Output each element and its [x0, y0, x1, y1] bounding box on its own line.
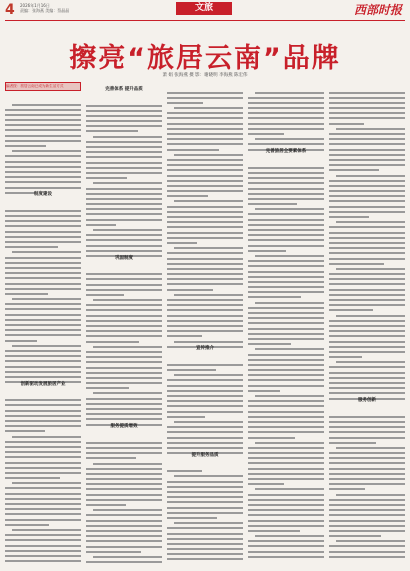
column-2	[86, 82, 162, 564]
text-line	[248, 437, 324, 442]
text-line	[86, 414, 162, 419]
text-line	[5, 551, 81, 556]
text-line	[5, 104, 81, 109]
text-line	[167, 336, 243, 341]
text-line	[86, 469, 162, 474]
text-line	[86, 194, 162, 199]
text-line	[5, 494, 81, 499]
text-line	[86, 520, 162, 525]
text-line	[329, 264, 405, 269]
text-line	[86, 310, 162, 315]
text-line	[5, 488, 81, 493]
text-line	[167, 443, 243, 448]
text-line	[86, 437, 162, 442]
text-line	[248, 214, 324, 219]
text-line	[86, 290, 162, 295]
page-number: 4	[5, 2, 15, 18]
column-text	[167, 354, 243, 447]
text-line	[5, 340, 81, 345]
text-line	[329, 411, 405, 416]
text-line	[5, 462, 81, 467]
text-line	[329, 258, 405, 263]
subheading: 制度建设	[34, 192, 52, 198]
text-line	[86, 367, 162, 372]
text-line	[329, 546, 405, 551]
text-line	[248, 220, 324, 225]
text-line	[329, 181, 405, 186]
text-line	[248, 297, 324, 302]
subheading: 提升服务品质	[191, 452, 219, 458]
page-header	[0, 0, 410, 22]
column-text	[329, 82, 405, 393]
text-line	[86, 552, 162, 557]
text-line	[86, 188, 162, 193]
header-rule	[5, 20, 405, 21]
text-line	[248, 92, 324, 97]
text-line	[167, 315, 243, 320]
text-line	[86, 137, 162, 142]
text-line	[167, 284, 243, 289]
text-line	[329, 290, 405, 295]
text-line	[329, 175, 405, 180]
subheading: 创新驱动发展旅居产业	[20, 381, 66, 387]
text-line	[167, 559, 243, 564]
text-line	[5, 226, 81, 231]
editor-credit: 责编：张海燕 美编：蔡晶晶	[20, 8, 70, 13]
text-line	[248, 98, 324, 103]
text-line	[5, 519, 81, 524]
column-text	[329, 406, 405, 551]
text-line	[5, 161, 81, 166]
text-line	[5, 366, 81, 371]
text-line	[5, 545, 81, 550]
text-line	[248, 354, 324, 359]
page-headline: 擦亮“旅居云南”品牌	[69, 43, 341, 74]
text-line	[167, 207, 243, 212]
issue-meta	[20, 3, 69, 13]
text-line	[248, 360, 324, 365]
text-line	[329, 520, 405, 525]
text-line	[86, 245, 162, 250]
text-line	[167, 411, 243, 416]
text-line	[86, 373, 162, 378]
text-line	[86, 341, 162, 346]
text-line	[167, 264, 243, 269]
text-line	[86, 162, 162, 167]
byline: 萧 娟 张海燕 摄 影：谢晓明 李海燕 陈宏伟	[162, 73, 248, 78]
text-line	[86, 393, 162, 398]
text-line	[248, 546, 324, 551]
column-3	[167, 82, 243, 564]
column-4	[248, 82, 324, 564]
text-line	[329, 443, 405, 448]
text-line	[86, 562, 162, 564]
text-line	[167, 354, 243, 359]
text-line	[167, 175, 243, 180]
subheading: 完善旅居全要素体系	[265, 149, 307, 155]
text-line	[86, 111, 162, 116]
text-line	[167, 118, 243, 123]
subheading: 完善体系 提升品质	[105, 87, 143, 92]
text-line	[329, 469, 405, 474]
text-line	[167, 181, 243, 186]
text-line	[5, 200, 81, 205]
column-text	[248, 82, 324, 144]
text-line	[329, 315, 405, 320]
text-line	[248, 526, 324, 531]
text-line	[329, 201, 405, 206]
text-line	[248, 386, 324, 391]
text-line	[5, 289, 81, 294]
text-line	[5, 130, 81, 135]
text-line	[167, 533, 243, 538]
column-text	[86, 95, 162, 251]
column-text	[5, 390, 81, 564]
text-line	[329, 463, 405, 468]
text-line	[248, 494, 324, 499]
column-text	[167, 82, 243, 341]
text-line	[5, 232, 81, 237]
text-line	[86, 463, 162, 468]
text-line	[5, 411, 81, 416]
text-line	[167, 482, 243, 487]
text-line	[5, 206, 81, 211]
text-line	[86, 489, 162, 494]
text-line	[248, 188, 324, 193]
subheading: 服务提质增效	[110, 424, 138, 430]
column-text	[167, 461, 243, 564]
text-line	[5, 405, 81, 410]
column-text	[5, 94, 81, 187]
newspaper-masthead: 西部时报	[353, 3, 402, 17]
column-text	[248, 157, 324, 551]
text-line	[248, 303, 324, 308]
text-line	[167, 437, 243, 442]
text-line	[5, 436, 81, 441]
text-line	[329, 232, 405, 237]
subheading: 服务创新	[358, 398, 376, 404]
text-line	[329, 388, 405, 393]
text-line	[167, 386, 243, 391]
text-line	[329, 494, 405, 499]
text-line	[329, 341, 405, 346]
subheading: 巩固制度	[115, 255, 133, 261]
text-line	[329, 92, 405, 97]
text-line	[329, 118, 405, 123]
column-text	[86, 432, 162, 564]
text-line	[86, 316, 162, 321]
text-line	[86, 131, 162, 136]
text-line	[5, 257, 81, 262]
text-line	[248, 118, 324, 123]
text-line	[5, 315, 81, 320]
text-line	[248, 139, 324, 144]
text-line	[167, 539, 243, 544]
column-1	[5, 82, 81, 564]
text-line	[86, 105, 162, 110]
text-line	[248, 162, 324, 167]
text-line	[248, 328, 324, 333]
text-line	[329, 284, 405, 289]
text-line	[167, 149, 243, 154]
text-line	[5, 309, 81, 314]
column-text	[86, 264, 162, 420]
text-line	[248, 463, 324, 468]
text-line	[329, 124, 405, 129]
section-banner: 文旅	[176, 2, 232, 15]
intro-box: 编者按：旅居云南已成为新生活方式	[5, 82, 81, 91]
text-line	[329, 373, 405, 378]
text-line	[248, 411, 324, 416]
text-line	[167, 258, 243, 263]
text-line	[329, 98, 405, 103]
text-line	[248, 245, 324, 250]
text-line	[167, 124, 243, 129]
text-line	[248, 277, 324, 282]
text-line	[167, 290, 243, 295]
text-line	[86, 546, 162, 551]
text-line	[5, 372, 81, 377]
column-text	[5, 200, 81, 376]
text-line	[167, 98, 243, 103]
text-line	[167, 476, 243, 481]
text-line	[329, 149, 405, 154]
issue-date: 2026年1月16日	[20, 3, 50, 8]
text-line	[86, 220, 162, 225]
text-line	[167, 380, 243, 385]
text-line	[167, 201, 243, 206]
text-line	[248, 271, 324, 276]
text-line	[248, 469, 324, 474]
text-line	[86, 399, 162, 404]
text-line	[248, 443, 324, 448]
text-line	[329, 367, 405, 372]
subheading: 宣传推介	[196, 346, 214, 352]
text-line	[329, 437, 405, 442]
column-5	[329, 82, 405, 564]
text-line	[5, 110, 81, 115]
